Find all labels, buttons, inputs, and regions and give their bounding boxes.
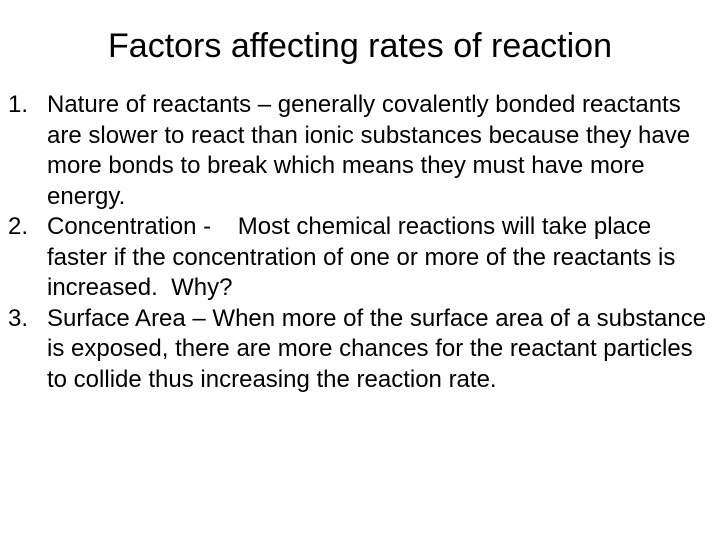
list-item (0, 304, 720, 396)
list-item-number: 3. (8, 304, 29, 332)
factors-list (0, 90, 720, 395)
list-item-text: Surface Area – When more of the surface area of a substance is exposed, there are more chances for the reactant particles to collide thus increasing the reaction rate. (47, 304, 713, 393)
list-item-text: Nature of reactants – generally covalently bonded reactants are slower to react than ionic substances because they have more bonds to break which means they must have more energy. (47, 91, 697, 210)
slide-title: Factors affecting rates of reaction (108, 27, 612, 65)
list-item-number: 2. (8, 213, 29, 240)
list-item (0, 90, 720, 212)
list-item (0, 212, 720, 304)
list-item-text: Concentration - Most chemical reactions will take place faster if the concentration of one or more of the reactants is increased. Why? (47, 213, 683, 301)
list-item-number: 1. (8, 91, 29, 118)
